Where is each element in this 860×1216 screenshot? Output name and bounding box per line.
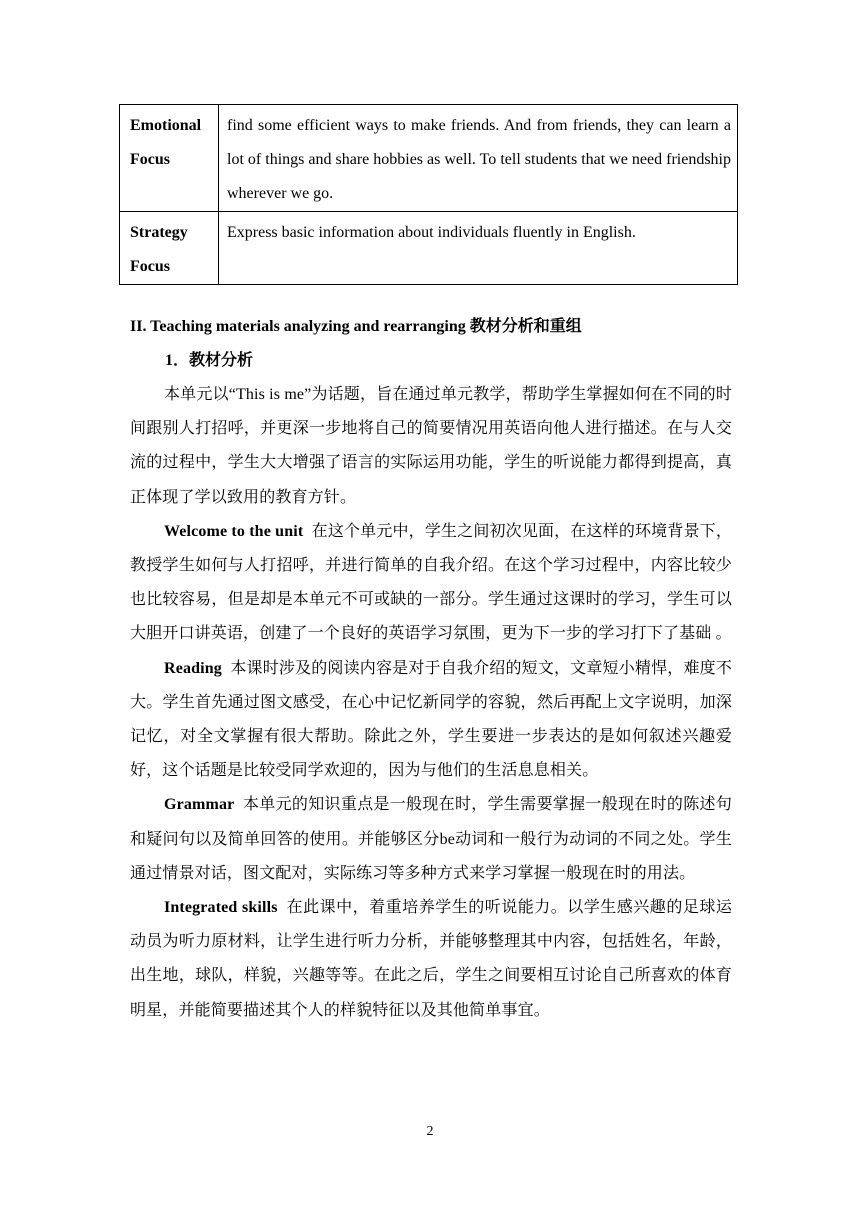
paragraph-title: Welcome to the unit	[164, 522, 304, 540]
table-row	[120, 212, 738, 285]
paragraph-title: Reading	[164, 659, 222, 677]
row-content: find some efficient ways to make friends. And from friends, they can learn a lot of things and share hobbies as well. To tell students that we need friendship wherever we go.	[219, 105, 738, 212]
paragraph-title: Grammar	[164, 796, 235, 814]
row-content: Express basic information about individuals fluently in English.	[219, 212, 738, 285]
paragraph-integrated-skills	[130, 891, 732, 1028]
page-number: 2	[426, 1124, 434, 1139]
paragraph-reading	[130, 652, 732, 789]
table-row	[120, 105, 738, 212]
paragraph-title: Integrated skills	[164, 899, 278, 917]
label-line: Focus	[130, 151, 170, 168]
paragraph-text: 在此课中，着重培养学生的听说能力。以学生感兴趣的足球运动员为听力原材料，让学生进行听力分析，并能够整理其中内容，包括姓名，年龄，出生地，球队，样貌，兴趣等等。在此之后，学生之间要相互讨论自己所喜欢的体育明星，并能简要描述其个人的样貌特征以及其他简单事宜。	[130, 899, 732, 1019]
focus-table	[119, 104, 738, 285]
paragraph-text: 本单元的知识重点是一般现在时，学生需要掌握一般现在时的陈述句和疑问句以及简单回答的使用。并能够区分be动词和一般行为动词的不同之处。学生通过情景对话，图文配对，实际练习等多种方式来学习掌握一般现在时的用法。	[130, 796, 732, 882]
label-line: Strategy	[130, 224, 188, 241]
row-label	[120, 212, 219, 285]
subsection-heading: 1．教材分析	[165, 352, 254, 369]
label-line: Focus	[130, 258, 170, 275]
paragraph-grammar	[130, 788, 732, 891]
paragraph-text: 在这个单元中，学生之间初次见面，在这样的环境背景下，教授学生如何与人打招呼，并进行简单的自我介绍。在这个学习过程中，内容比较少也比较容易，但是却是本单元不可或缺的一部分。学生通过这课时的学习，学生可以大胆开口讲英语，创建了一个良好的英语学习氛围，更为下一步的学习打下了基础 。	[130, 522, 732, 643]
section-body	[130, 310, 732, 1028]
row-label	[120, 105, 219, 212]
label-line: Emotional	[130, 117, 202, 134]
paragraph-text: 本课时涉及的阅读内容是对于自我介绍的短文，文章短小精悍，难度不大。学生首先通过图文感受，在心中记忆新同学的容貌，然后再配上文字说明，加深记忆，对全文掌握有很大帮助。除此之外，学生要进一步表达的是如何叙述兴趣爱好，这个话题是比较受同学欢迎的，因为与他们的生活息息相关。	[130, 659, 732, 780]
intro-paragraph: 本单元以“This is me”为话题，旨在通过单元教学，帮助学生掌握如何在不同的时间跟别人打招呼，并更深一步地将自己的简要情况用英语向他人进行描述。在与人交流的过程中，学生大大增强了语言的实际运用功能，学生的听说能力都得到提高，真正体现了学以致用的教育方针。	[130, 386, 732, 506]
section-heading: II. Teaching materials analyzing and rearranging 教材分析和重组	[130, 318, 582, 335]
paragraph-welcome	[130, 515, 732, 652]
